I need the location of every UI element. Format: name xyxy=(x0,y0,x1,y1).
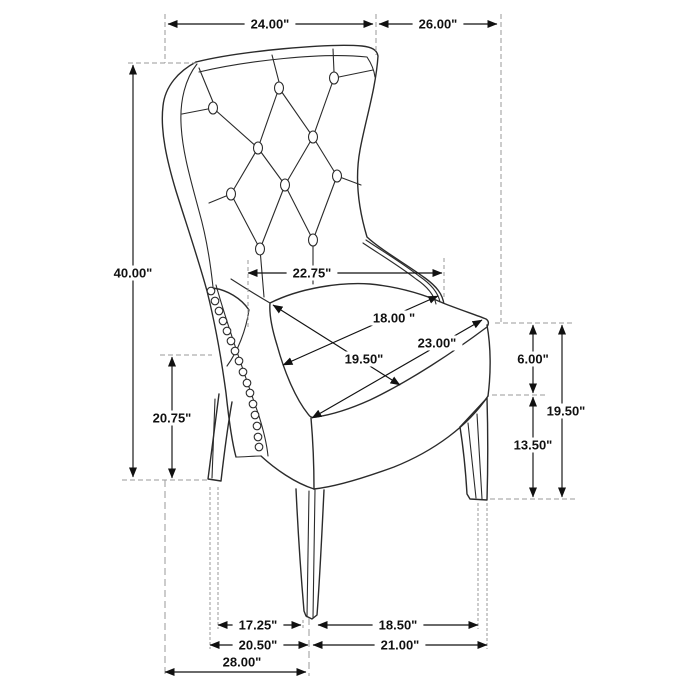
chair-back-bottom-edge xyxy=(231,279,270,303)
dimension-label: 22.75" xyxy=(292,265,332,281)
chair-rear-left-leg xyxy=(208,394,232,481)
dimension-label: 20.50" xyxy=(238,637,278,653)
dimension-arm-height xyxy=(147,357,198,478)
dimension-overall-floor-depth xyxy=(165,655,306,672)
dimension-label: 28.00" xyxy=(222,654,262,670)
chair-back-left-outline xyxy=(162,62,236,457)
dimension-label: 17.25" xyxy=(238,617,278,633)
chair-front-left-leg xyxy=(296,489,324,619)
dimension-leg-spacing-outer-side xyxy=(313,638,487,653)
dimension-label: 21.00" xyxy=(380,637,420,653)
dimension-label: 18.00 " xyxy=(372,310,416,326)
chair-line-art xyxy=(162,45,490,619)
dimension-leg-spacing-inner-side xyxy=(318,618,478,633)
dimension-label: 23.00" xyxy=(417,335,457,351)
dimension-back-inside-width xyxy=(248,266,442,281)
dimension-label: 40.00" xyxy=(113,265,153,281)
dimension-top-overall-depth xyxy=(379,17,497,32)
dimension-label: 13.50" xyxy=(513,437,553,453)
dimension-leg-spacing-inner-front xyxy=(218,618,301,633)
dimension-label: 19.50" xyxy=(546,403,586,419)
dimension-label: 24.00" xyxy=(250,16,290,32)
chair-top-seam xyxy=(199,56,375,77)
dimension-label: 20.75" xyxy=(152,410,192,426)
dimension-label: 26.00" xyxy=(418,16,458,32)
chair-nailhead-trim xyxy=(207,287,263,451)
dimension-leg-spacing-outer-front xyxy=(210,638,308,653)
dimension-label: 18.50" xyxy=(378,617,418,633)
dimension-seat-cushion-thickness xyxy=(511,325,555,393)
chair-wing-inner-edge xyxy=(181,64,213,287)
dimension-label: 19.50" xyxy=(344,351,384,367)
dimension-label: 6.00" xyxy=(517,351,549,367)
dimension-back-top-width xyxy=(168,17,373,32)
